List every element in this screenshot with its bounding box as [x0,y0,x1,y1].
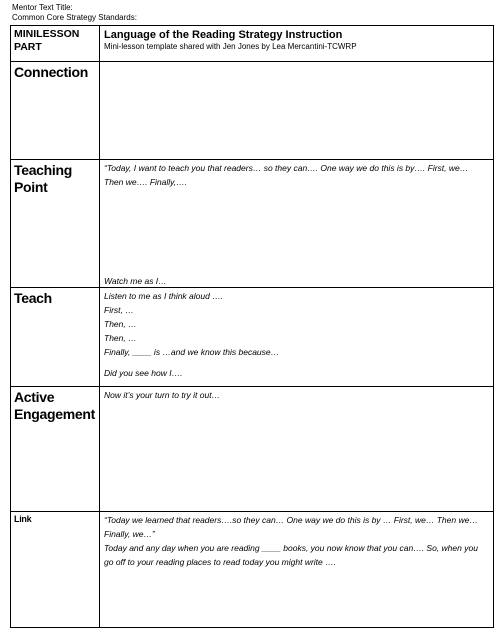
link-text [100,512,493,570]
header-right-cell [100,26,494,62]
mentor-text-title-label: Mentor Text Title: [12,3,73,12]
teaching-label-line: Teaching [14,162,73,178]
link-line-1: “Today we learned that readers….so they can… One way we do this is by … First, we… Then we… Finally, we…” [104,515,478,539]
link-content-cell[interactable] [100,512,494,628]
teach-last-line: Did you see how I…. [104,368,183,378]
table-subtitle: Mini-lesson template shared with Jen Jones by Lea Mercantini-TCWRP [104,42,357,51]
connection-label: Connection [14,64,88,80]
watch-me-note: Watch me as I… [104,276,167,286]
teach-content-cell[interactable] [100,288,494,387]
active-engagement-label [11,387,99,425]
link-line-2: Today and any day when you are reading ____ books, you now know that you can…. So, when you go off to your reading places to read today you might write …. [104,543,478,567]
teaching-point-content-cell[interactable] [100,160,494,288]
active-engagement-text: Now it’s your turn to try it out… [104,390,221,400]
teaching-point-label [11,160,99,198]
table-header-row [11,26,494,62]
row-link [11,512,494,628]
teach-line: First, … [104,305,134,315]
active-engagement-content-cell[interactable] [100,387,494,512]
teach-line: Finally, ____ is …and we know this because… [104,347,280,357]
row-active-engagement [11,387,494,512]
point-label-line: Point [14,179,48,195]
row-teach [11,288,494,387]
row-connection [11,62,494,160]
connection-content-cell[interactable] [100,62,494,160]
minilesson-part-heading: MINILESSON PART [14,28,80,53]
row-teaching-point [11,160,494,288]
teach-text [100,288,493,381]
teach-line: Listen to me as I think aloud …. [104,291,224,301]
link-label: Link [14,514,32,524]
teach-line: Then, … [104,333,137,343]
standards-label: Common Core Strategy Standards: [12,13,137,22]
teach-line: Then, … [104,319,137,329]
engagement-label-line: Engagement [14,406,96,422]
header-left-cell [11,26,100,62]
minilesson-table [10,25,494,628]
teaching-point-text: “Today, I want to teach you that readers… so they can…. One way we do this is by…. First, we… Then we…. Finally,…. [104,163,469,187]
teach-label: Teach [14,290,52,306]
active-label-line: Active [14,389,55,405]
table-title: Language of the Reading Strategy Instruction [104,29,343,41]
